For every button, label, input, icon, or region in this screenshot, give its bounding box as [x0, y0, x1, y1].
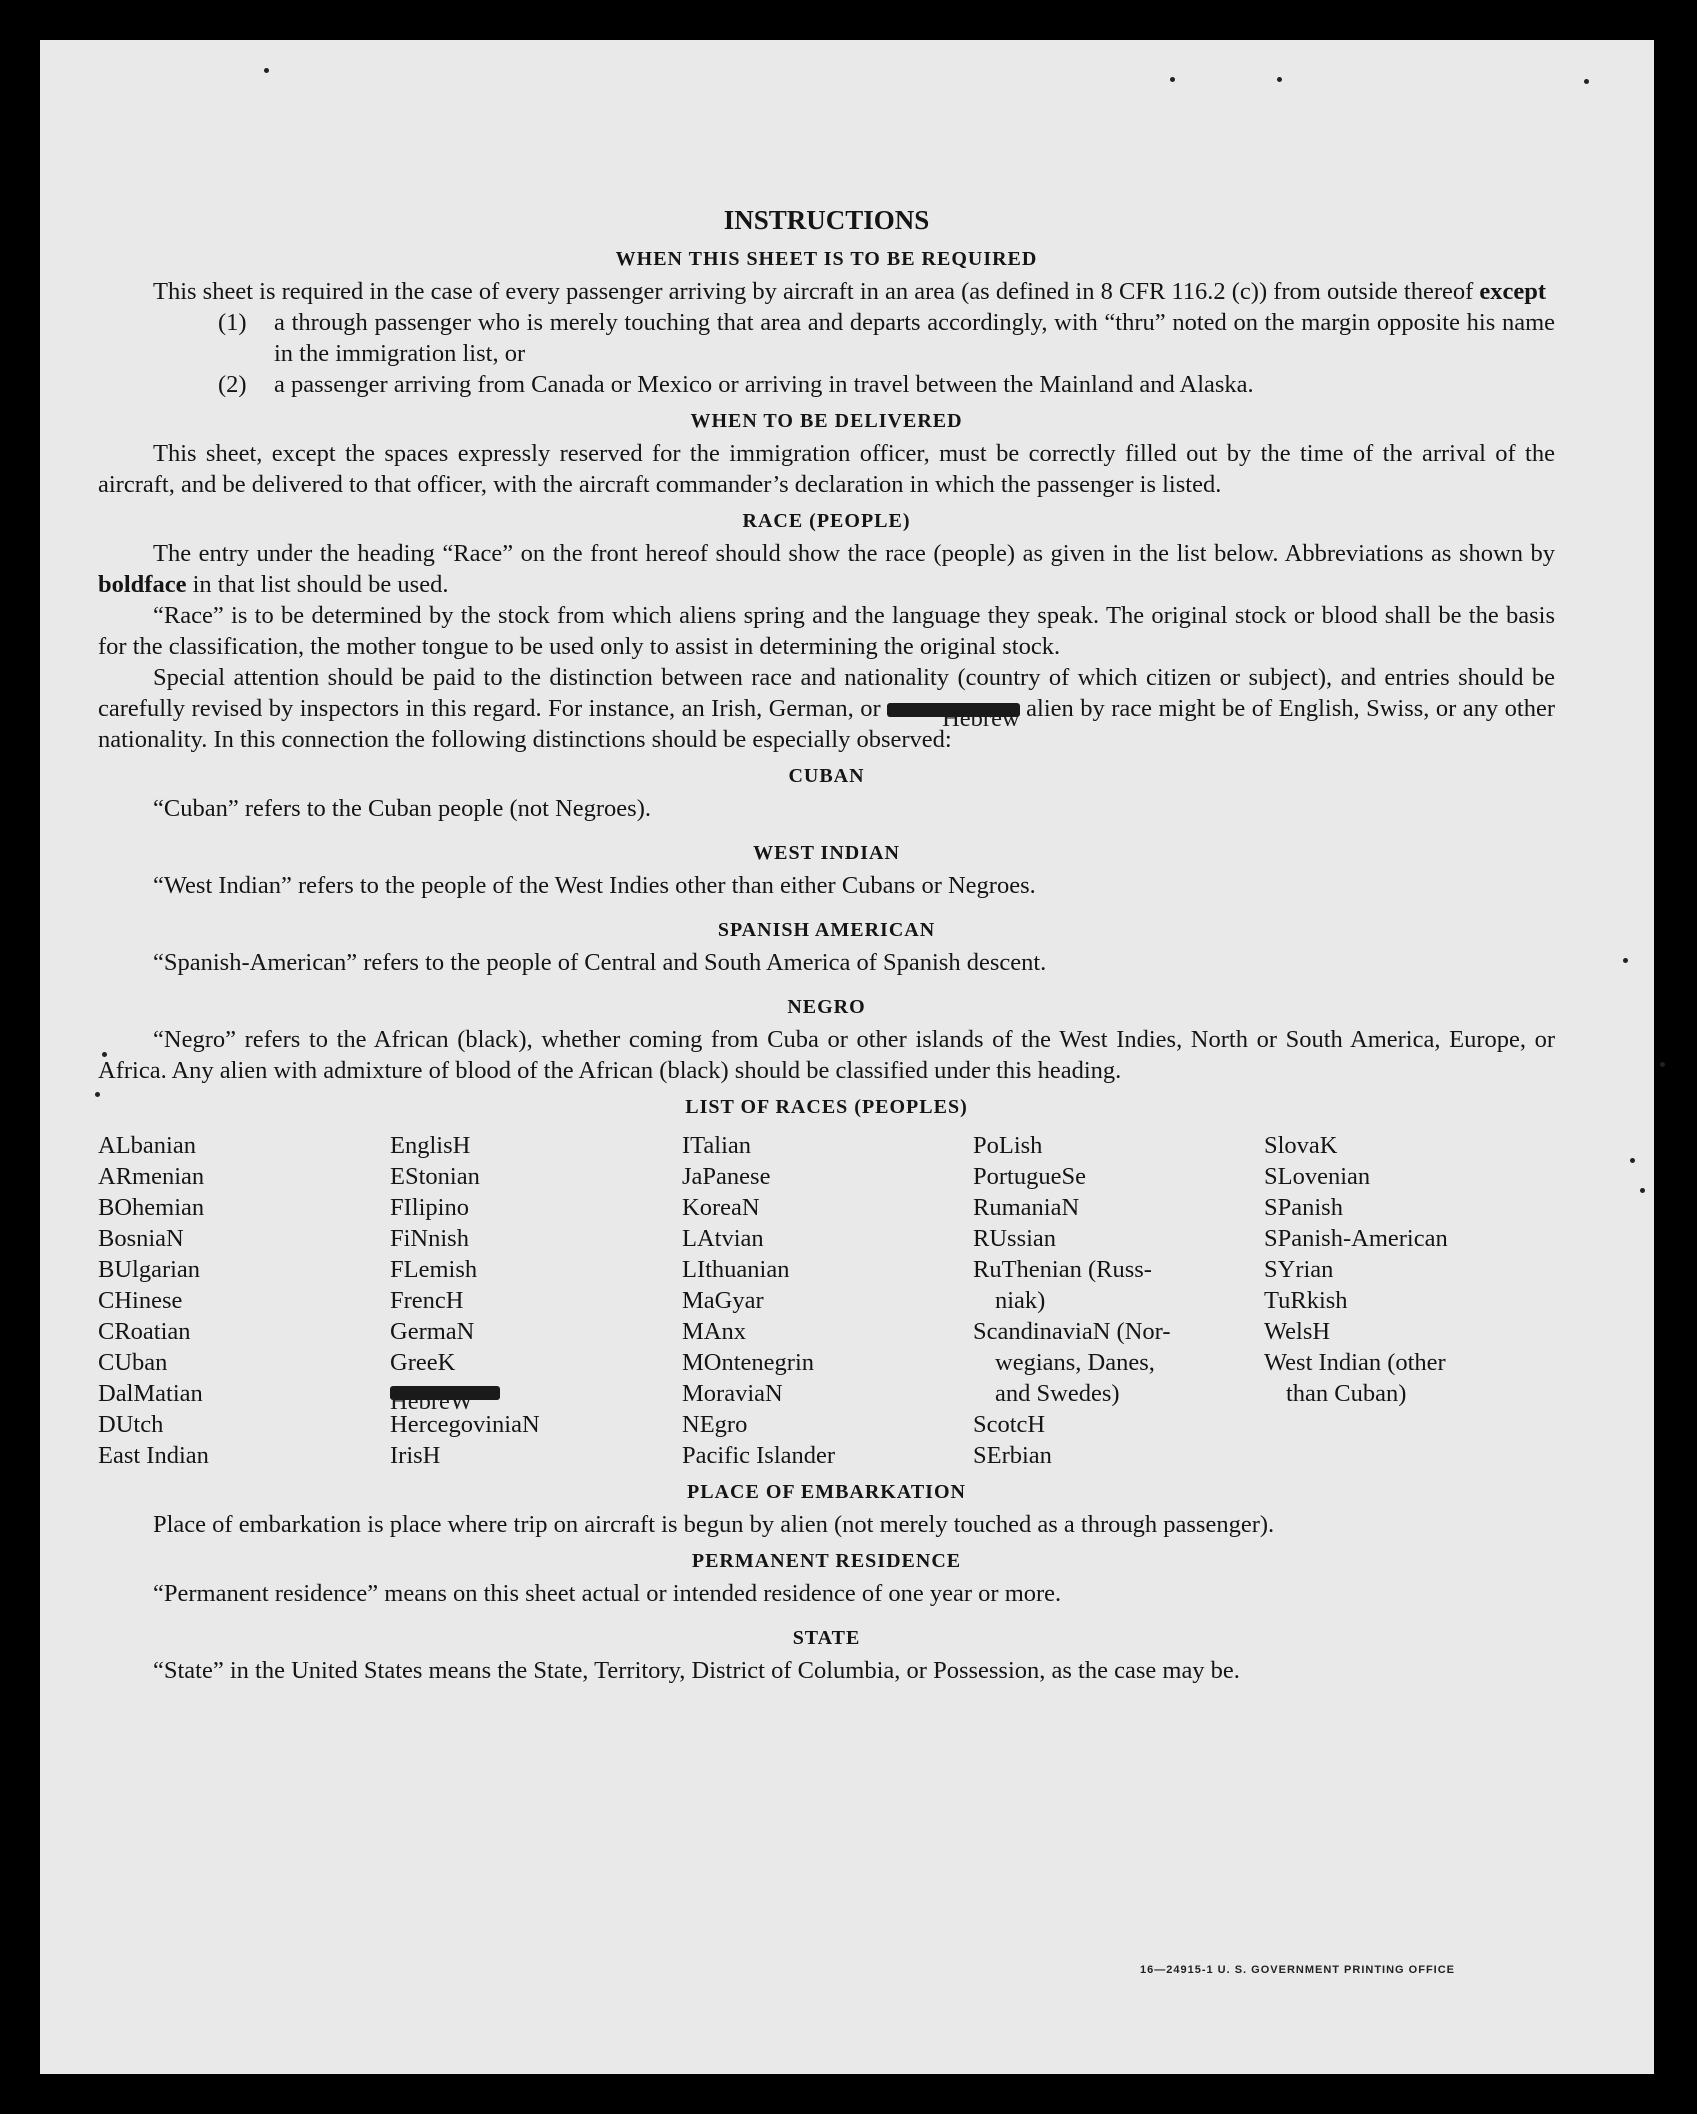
- race-text: in that list should be used.: [186, 571, 449, 598]
- race-entry: FIlipino: [390, 1194, 469, 1221]
- race-entry: West Indian (other: [1264, 1349, 1446, 1376]
- race-entry: FiNnish: [390, 1225, 469, 1252]
- scan-speck: [1630, 1158, 1635, 1163]
- item-text: a through passenger who is merely touching that area and departs accordingly, with “thru” noted on the margin opposite his name in the immigration list, or: [274, 309, 1555, 367]
- race-entry: SPanish: [1264, 1194, 1343, 1221]
- heading-list-of-races: LIST OF RACES (PEOPLES): [685, 1096, 968, 1118]
- race-entry: MOntenegrin: [682, 1349, 814, 1376]
- race-entry: EnglisH: [390, 1132, 471, 1159]
- race-entry: RumaniaN: [973, 1194, 1080, 1221]
- race-entry: NEgro: [682, 1411, 748, 1438]
- race-entry: DalMatian: [98, 1380, 203, 1407]
- race-entry: JaPanese: [682, 1163, 771, 1190]
- race-text: Special attention should be paid to the distinction between race and nationality (country of which citizen or subject), and entries should be carefully revised by inspectors in this regard. For instance, an Irish, German, or: [98, 664, 1555, 722]
- race-entry: MaGyar: [682, 1287, 764, 1314]
- race-entry: ARmenian: [98, 1163, 205, 1190]
- scan-speck: [264, 68, 269, 73]
- race-entry: than Cuban): [1286, 1380, 1407, 1407]
- struck-word: Hebrew: [887, 703, 1020, 717]
- item-number: (2): [218, 371, 247, 398]
- paragraph-when-delivered: This sheet, except the spaces expressly reserved for the immigration officer, must be correctly filled out by the time of the arrival of the aircraft, and be delivered to that officer, with the aircraft commander’s declaration in which the passenger is listed.: [98, 440, 1555, 498]
- scan-speck: [1623, 958, 1628, 963]
- instructions-content: [98, 202, 1555, 1686]
- race-entry: FrencH: [390, 1287, 464, 1314]
- race-entry: niak): [995, 1287, 1046, 1314]
- race-entry: BosniaN: [98, 1225, 184, 1252]
- boldface-word: boldface: [98, 571, 187, 598]
- scan-speck: [1640, 1188, 1645, 1193]
- race-column-3: [682, 1130, 973, 1471]
- race-entry: SYrian: [1264, 1256, 1334, 1283]
- heading-negro: NEGRO: [787, 996, 866, 1018]
- race-entry: PortugueSe: [973, 1163, 1086, 1190]
- race-entry: WelsH: [1264, 1318, 1331, 1345]
- paragraph-permanent-residence: “Permanent residence” means on this sheet actual or intended residence of one year or more.: [153, 1580, 1062, 1607]
- paragraph-spanish-american: “Spanish-American” refers to the people of Central and South America of Spanish descent.: [153, 949, 1047, 976]
- race-entry: GermaN: [390, 1318, 475, 1345]
- page-title: INSTRUCTIONS: [723, 205, 930, 235]
- heading-cuban: CUBAN: [788, 765, 865, 787]
- form-sheet: [40, 40, 1654, 2074]
- race-text: The entry under the heading “Race” on the front hereof should show the race (people) as given in the list below. Abbreviations as shown by: [153, 540, 1555, 567]
- race-entry: SPanish-American: [1264, 1225, 1448, 1252]
- race-entry: wegians, Danes,: [995, 1349, 1155, 1376]
- race-column-1: [98, 1130, 390, 1471]
- race-entry: SErbian: [973, 1442, 1052, 1469]
- race-entry: MoraviaN: [682, 1380, 783, 1407]
- race-entry: LAtvian: [682, 1225, 764, 1252]
- race-entry: CHinese: [98, 1287, 183, 1314]
- paragraph-cuban: “Cuban” refers to the Cuban people (not Negroes).: [153, 795, 651, 822]
- scan-speck: [1277, 77, 1282, 82]
- paragraph-embarkation: Place of embarkation is place where trip on aircraft is begun by alien (not merely touched as a through passenger).: [153, 1511, 1275, 1538]
- item-text: a passenger arriving from Canada or Mexico or arriving in travel between the Mainland and Alaska.: [274, 371, 1254, 398]
- heading-when-delivered: WHEN TO BE DELIVERED: [690, 410, 963, 432]
- race-entry: TuRkish: [1264, 1287, 1348, 1314]
- exception-item-1: [218, 307, 1555, 369]
- scan-speck: [1170, 77, 1175, 82]
- heading-permanent-residence: PERMANENT RESIDENCE: [691, 1550, 962, 1572]
- race-entry: Pacific Islander: [682, 1442, 836, 1469]
- race-entry: East Indian: [98, 1442, 209, 1469]
- race-column-2: [390, 1130, 682, 1471]
- paragraph-race-2: “Race” is to be determined by the stock from which aliens spring and the language they speak. The original stock or blood shall be the basis for the classification, the mother tongue to be used only to assist in determining the original stock.: [98, 602, 1555, 660]
- race-entry: SLovenian: [1264, 1163, 1371, 1190]
- race-entry: SlovaK: [1264, 1132, 1338, 1159]
- race-entry: and Swedes): [995, 1380, 1120, 1407]
- heading-spanish-american: SPANISH AMERICAN: [717, 919, 936, 941]
- race-entry: EStonian: [390, 1163, 480, 1190]
- item-number: (1): [218, 309, 247, 336]
- race-entry: CUban: [98, 1349, 168, 1376]
- scan-speck: [1660, 1062, 1665, 1067]
- race-column-4: [973, 1130, 1264, 1471]
- paragraph-race-1: [98, 538, 1555, 600]
- paragraph-race-3: [98, 662, 1555, 755]
- heading-state: STATE: [792, 1627, 861, 1649]
- printer-footer: 16—24915-1 U. S. GOVERNMENT PRINTING OFFICE: [1140, 1964, 1456, 1976]
- race-entry: LIthuanian: [682, 1256, 790, 1283]
- race-entry: HebreW: [390, 1386, 500, 1400]
- paragraph-state: “State” in the United States means the State, Territory, District of Columbia, or Possession, as the case may be.: [153, 1657, 1240, 1684]
- except-bold: except: [1479, 278, 1547, 305]
- race-entry: ITalian: [682, 1132, 752, 1159]
- paragraph-negro: “Negro” refers to the African (black), whether coming from Cuba or other islands of the West Indies, North or South America, Europe, or Africa. Any alien with admixture of blood of the African (black) should be classified under this heading.: [98, 1026, 1555, 1084]
- exception-item-2: [218, 369, 1555, 400]
- when-required-text: This sheet is required in the case of every passenger arriving by aircraft in an area (as defined in 8 CFR 116.2 (c)) from outside thereof: [153, 278, 1480, 305]
- race-entry: RuThenian (Russ-: [973, 1256, 1152, 1283]
- race-entry: RUssian: [973, 1225, 1057, 1252]
- race-entry: BUlgarian: [98, 1256, 201, 1283]
- race-list: [98, 1130, 1555, 1471]
- race-entry: MAnx: [682, 1318, 746, 1345]
- scan-speck: [102, 1052, 107, 1057]
- heading-west-indian: WEST INDIAN: [753, 842, 900, 864]
- heading-when-required: WHEN THIS SHEET IS TO BE REQUIRED: [615, 248, 1038, 270]
- race-text: alien by race might be of English, Swiss, or any other nationality. In this connection the following distinctions should be especially observed:: [98, 695, 1555, 753]
- race-entry: GreeK: [390, 1349, 456, 1376]
- race-entry: ScotcH: [973, 1411, 1046, 1438]
- paragraph-west-indian: “West Indian” refers to the people of the West Indies other than either Cubans or Negroes.: [153, 872, 1036, 899]
- race-entry: PoLish: [973, 1132, 1043, 1159]
- race-entry: BOhemian: [98, 1194, 205, 1221]
- heading-embarkation: PLACE OF EMBARKATION: [687, 1481, 966, 1503]
- race-column-5: [1264, 1130, 1555, 1471]
- scan-speck: [95, 1092, 100, 1097]
- heading-race: RACE (PEOPLE): [742, 510, 911, 532]
- race-entry: DUtch: [98, 1411, 164, 1438]
- paragraph-when-required: [98, 276, 1555, 307]
- race-entry: CRoatian: [98, 1318, 191, 1345]
- race-entry: ALbanian: [98, 1132, 196, 1159]
- race-entry: ScandinaviaN (Nor-: [973, 1318, 1171, 1345]
- race-entry: KoreaN: [682, 1194, 760, 1221]
- race-entry: IrisH: [390, 1442, 441, 1469]
- scan-speck: [1584, 79, 1589, 84]
- race-entry: FLemish: [390, 1256, 478, 1283]
- race-entry: HercegoviniaN: [390, 1411, 540, 1438]
